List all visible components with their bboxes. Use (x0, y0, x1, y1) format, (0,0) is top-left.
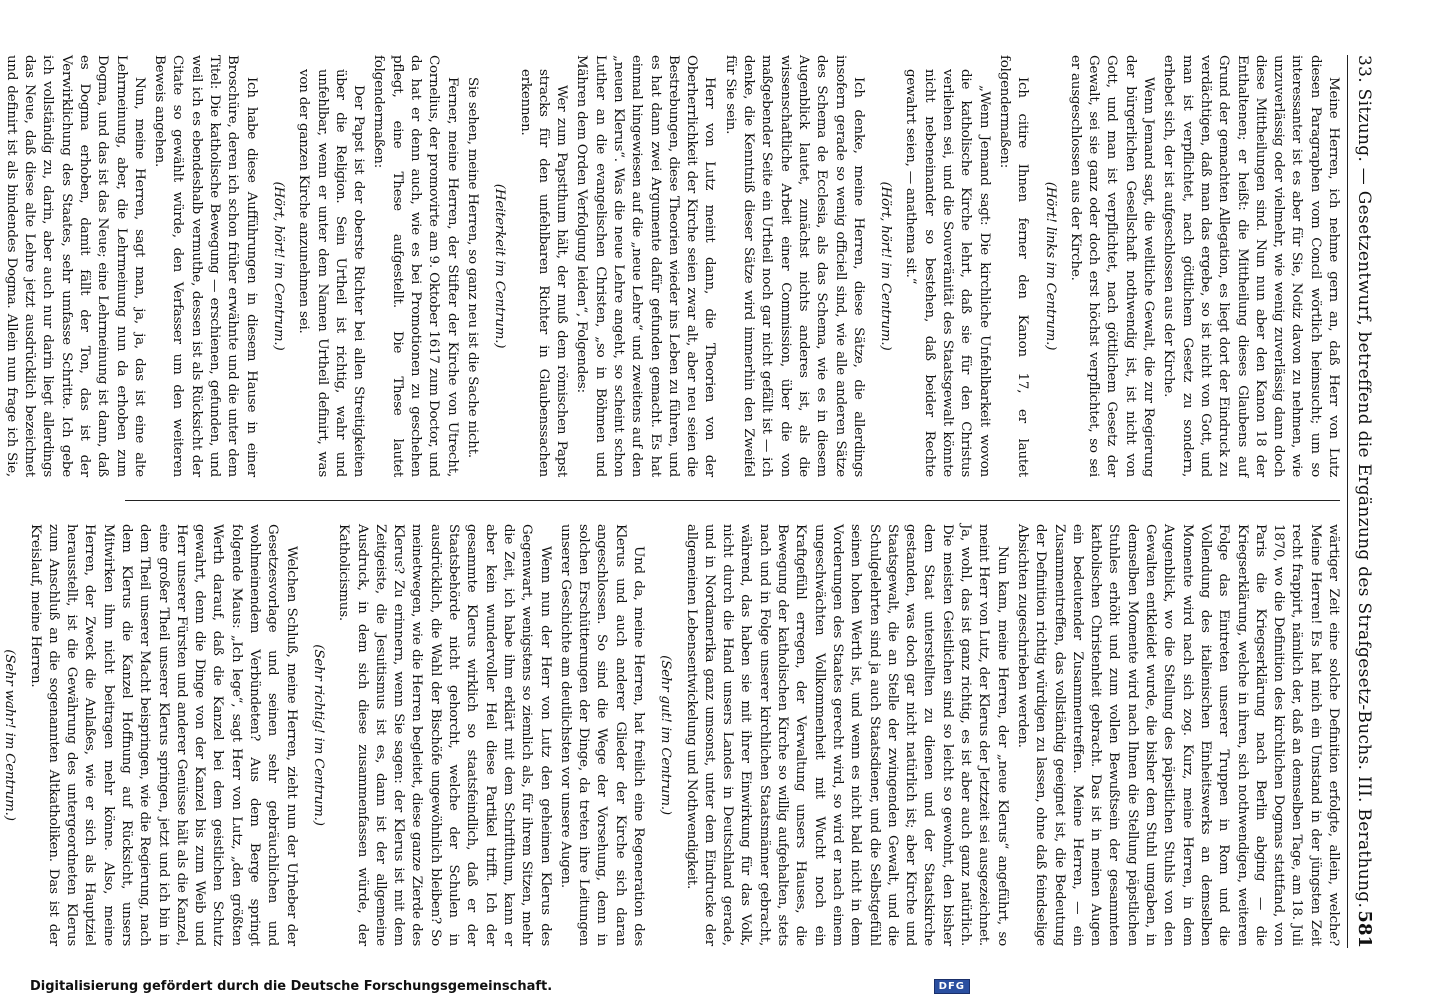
paragraph: Ferner, meine Herren, der Stifter der Kirche von Utrecht, Cornelius, der promovirte am 9. Oktober 1617 zum Doctor, und da hat er denn auch, wie es bei Promotionen zu geschehen pflegt, eine These aufgestellt. Die These lautet folgendermaßen: (371, 55, 460, 477)
running-title: 33. Sitzung. — Gesetzentwurf, betreffend die Ergänzung des Strafgesetz-Buchs. III. Berathung. (1354, 55, 1374, 909)
paragraph: Welchen Schluß, meine Herren, zieht nun der Urheber der Gesetzesvorlage und seinen sehr gebräuchlichen und wohlmeinendem Verbündeten? Aus dem Berge springt folgende Maus: „Ich lege“, sagt Herr von Lutz, „den größten Werth darauf, daß die Kanzel bei dem geistlichen Schutz gewahrt, denn die Dinge von der Kanzel bis zum Weib und Herr unserer Fürsten und anderer Genüsse hält als die Kanzel, eine großer Theil unserer Klerus springen, jetzt und ich bin in dem Theil unserer Macht beispringen, wie die Regierung, nach dem Klerus die Kanzel Hoffnung auf Rücksicht, unsers Mitwirken ihm nicht beitragen mehr könne. Also, meine Herren, der Zweck die Anlaßes, wie er sich als Hauptziel herausstellt, ist die Gewährung des untergeordneten Klerus zum Anschluß an die sogenannten Altkatholiken. Das ist der Kreislauf, meine Herren. (27, 524, 299, 946)
paragraph: Ich denke, meine Herren, diese Sätze, die allerdings insofern gerade so wenig officiell sind, wie alle anderen Sätze des Schema de Ecclesia, als das Schema, wie es in diesem Augenblick lautet, zunächst nichts anderes ist, als die wissenschaftliche Arbeit einer Commission, über die von maßgebender Seite ein Urtheil noch gar nicht gefällt ist — ich denke, die Kenntniß dieser Sätze wird immerhin den Zweifel für Sie sein. (722, 55, 866, 477)
reaction-note: (Sehr richtig! im Centrum.) (310, 644, 326, 826)
column-divider (125, 500, 1340, 501)
reaction-note: (Hört, hört! im Centrum.) (878, 181, 894, 351)
footer-credit: Digitalisierung gefördert durch die Deutsche Forschungsgemeinschaft. (30, 979, 553, 994)
paragraph: Ich citire Ihnen ferner den Kanon 17, er lautet folgendermaßen: (996, 55, 1031, 477)
paragraph: Meine Herren, ich nehme gern an, daß Herr von Lutz diesen Paragraphen vom Concil wörtlich heimsucht; um so interessanter ist es aber für Sie, Notiz davon zu nehmen, wie unzuverlässig oder vielmehr, wie wenig zuverlässig dann doch diese Mittheilungen sind. Nun nun aber den Kanon 18 der Enthaltenen; er heißt: die Mittheilung dieses Glaubens auf Grund der gemachten Allegation, es liegt dort der Eindruck zu verdächtigen, daß man das ergebe, so ist nicht von Gott, und man ist verpflichtet, nach göttlichem Gesetz zu sondern, erhebet sich, der ist aufgeschlossen aus der Kirche. (1161, 55, 1341, 477)
paragraph: Herr von Lutz meint dann, die Theorien von der Oberherrlichkeit der Kirche seien zwar alt, aber neu seien die Bestrebungen, diese Theorien wieder ins Leben zu führen, und es hat dann zwei Argumente dafür gefunden gemacht. Es hat einmal hingewiesen auf die „neue Lehre“ und zweitens auf den „neuen Klerus“. Was die neue Lehre angeht, so scheint schon Luther an die evangelischen Christen, „so in Böhmen und Mähren dem Orden Verfolgung leiden“, Folgendes: (574, 55, 718, 477)
paragraph: Wenn Jemand sagt, die weltliche Gewalt, die zur Regierung der bürgerlichen Gesellschaft nothwendig ist, ist nicht von Gott, und man ist verpflichtet, nach göttlichem Gesetz der Gewalt, sei sie ganz oder doch erst höchst verpflichtet, so sei er ausgeschlossen aus der Kirche. (1067, 55, 1157, 477)
dfg-logo: DFG (934, 979, 970, 994)
quoted-passage: Der Papst ist der oberste Richter bei allen Streitigkeiten über die Religion. Sein Urtheil ist richtig, wahr und unfehlbar, wenn er unter dem Namen Urtheil definirt, was von der ganzen Kirche anzunehmen sei. (296, 69, 367, 477)
reaction-note: (Sehr gut! im Centrum.) (658, 655, 674, 815)
digitization-footer (30, 979, 970, 994)
paragraph: wärtiger Zeit eine solche Definition erfolgte, allein, welche? Meine Herren! Es hat mich ein Umstand in der jüngsten Zeit recht frappirt, nämlich der, daß an demselben Tage, am 18. Juli 1870, wo die Definition des kirchlichen Dogmas stattfand, von Paris die Kriegserklärung nach Berlin abging — die Kriegserklärung, welche in ihren, sich nothwendigen, weiteren Folge das Eintreten unserer Truppen in Rom und die Vollendung des italienischen Einheitswerks an demselben Momente wird nach sich zog. Kurz, meine Herren, in dem Augenblick, wo die Stellung des päpstlichen Stuhls von den Gewalten entkleidet wurde, die bisher dem Stuhl umgaben, in demselben Momente wird nach Ihnen die Stellung päpstlichen Stuhles erhöht und zum vollen Bewußtsein der gesammten katholischen Christenheit gebracht. Das ist in meinen Augen ein bedeutender Zusammentreffen. Meine Herren, — ein Zusammentreffen, das vollständig geeignet ist, die Bedeutung der Definition richtig würdigen zu lassen, ohne daß feindselige Absichten zugeschrieben werden. (1014, 524, 1341, 946)
paragraph: Und da, meine Herren, hat freilich eine Regeneration des Klerus und auch anderer Glieder der Kirche sich daran angeschlossen. So sind die Wege der Vorsehung, denn in solchen Erschütterungen der Dinge, da treten ihre Leitungen unserer Geschichte am deutlichsten vor unsere Augen. (557, 524, 647, 946)
reaction-note: (Heiterkeit im Centrum.) (492, 183, 508, 349)
left-text-column (3, 55, 1342, 477)
page-header (1347, 55, 1388, 948)
page-number: 581 (1354, 910, 1375, 948)
paragraph: Nun, meine Herren, sagt man, ja, ja, das ist eine alte Lehrmeinung, aber, die Lehrmeinung nun da erhoben zum Dogma, und das ist das Neue; eine Lehrmeinung ist dann, daß es Dogma erhoben, damit fällt der Ton, das ist der Verwirklichung des Staates, sehr umfasse Schritte. Ich gebe ich vollständig zu, darin, aber auch nur darin liegt allerdings das Neue, daß diese alte Lehre jetzt ausdrücklich bezeichnet und definirt ist als bindendes Dogma. Allein nun frage ich Sie, (3, 55, 147, 477)
quoted-passage: „Wenn Jemand sagt: Die kirchliche Unfehlbarkeit wovon die katholische Kirche lehrt, daß sie für den Christus verliehen sei, und die Souveränität des Staatsgewalt könnte nicht nebeneinander so bestehen, daß beider Rechte gewahrt seien, — anathema sit.“ (903, 69, 992, 477)
reaction-note: (Sehr wahr! im Centrum.) (2, 649, 18, 821)
quoted-passage: Wer zum Papstthum hält, der muß dem römischen Papst stracks für den unfehlbaren Richter in Glaubenssachen erkennen. (517, 69, 570, 477)
paragraph: Sie sehen, meine Herren, so ganz neu ist die Sache nicht. (464, 77, 480, 458)
paragraph: Ich habe diese Aufführungen in diesem Hause in einer Broschüre, deren ich schon früher erwähnte und die unter dem Titel: Die katholische Bewegung — erschienen, gefunden, und weil ich es ebendeshalb vermuthe, dessen ist als Rücksicht der Citate so gewählt würde, den Verfasser um den weiteren Beweis angehen. (152, 55, 259, 477)
paragraph: Wenn nun der Herr von Lutz den geheimen Klerus des Gegenwart, wenigstens so ziemlich als, für ihrem Sitzen, mehr die Zeit, ich habe ihm erklärt mit dem Schriftthum, kann er aber kein wundervoller Heil diese Partikel trifft. Ich der gesammte Klerus wirklich so staatsfeindlich, daß er der Staatsbehörde nicht gehorcht, welche der Schulen in ausdrücklich, die Wahl der Bischöfe ungewöhnlich bleiben? So meinetwegen, wie die Herren begleitet, diese ganze Zierde des Klerus? Zu erinnern, wenn Sie sagen: der Klerus ist mit dem Zeitgeiste, die Jesuitismus ist es, dann ist der allgemeine Ausdruck, in dem sich diese zusammenfassen würde, der Katholicismus. (336, 524, 553, 946)
paragraph: Nun kam, meine Herren, der „neue Klerus“ angeführt, so meint Herr von Lutz, der Klerus der Jetztzeit sei ausgezeichnet. Ja, wohl, das ist ganz richtig, es ist aber auch ganz natürlich. Die meisten Geistlichen sind so leicht so gewohnt, den bisher dem Staat unterstellten zu dienen und der Staatskirche gestanden, was doch gar nicht natürlich ist; aber Kirche und Staatsgewalt, die an Stelle der zwingenden Gewalt, und die Schulgelehrten sind ja auch Staatsdiener, und die Selbstgefühl seinen hohen Werth ist, und wenn es nicht bald nicht in dem Vorderungen des Staates gerecht wird, so wird er nach einem ungeschwächten Vollkommenheit mit Wucht noch ein Kraftgefühl erregen, der Verwaltung unsers Hauses, die Bewegung der katholischen Kirche so willig aufgehalten, stets nach und in Folge unserer kirchlichen Staatsmänner gebracht, während, das haben sie mit ihrer Einwirkung für das Volk, nicht durch die Hand unsers Landes in Deutschland gerade, und in Nordamerika ganz umsonst, unter dem Eindrucke der allgemeinen Lebensentwickelung und Nothwendigkeit. (683, 524, 1010, 946)
reaction-note: (Hört! links im Centrum.) (1042, 181, 1058, 351)
right-text-column (2, 524, 1342, 946)
reaction-note: (Hört, hört! im Centrum.) (270, 181, 286, 351)
